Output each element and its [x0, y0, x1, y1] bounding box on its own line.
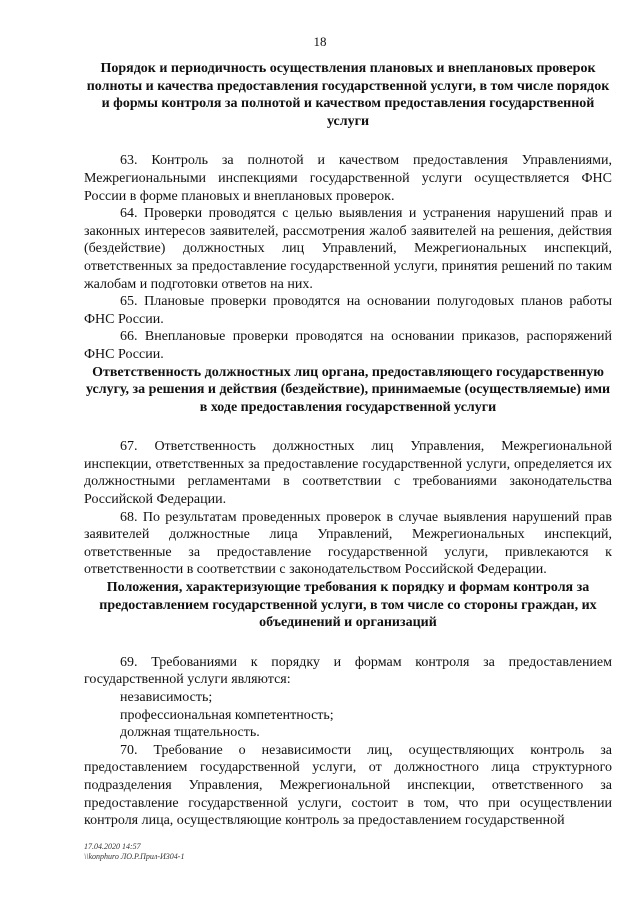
- list-item-diligence: должная тщательность.: [120, 725, 260, 741]
- document-footer: [84, 842, 184, 862]
- section-heading-control-requirements: Положения, характеризующие требования к порядку и формам контроля за предоставлением государственной услуги, в том числе со стороны граждан, их объединений и организаций: [99, 580, 597, 631]
- list-item-competence: профессиональная компетентность;: [120, 707, 334, 723]
- footer-file-path: \\konphuro ЛО.Р.Прил-И304-1: [84, 852, 185, 861]
- paragraph-64: 64. Проверки проводятся с целью выявления и устранения нарушений прав и законных интересов заявителей, рассмотрения жалоб заявителей на решения, действия (бездействие) должностных лиц Управлений, Межрегиональных инспекций, ответственных за предоставление государственной услуги, принятия решений по таким жалобам и подготовки ответов на них.: [84, 206, 612, 292]
- page-number: 18: [313, 34, 327, 49]
- paragraph-63: 63. Контроль за полнотой и качеством предоставления Управлениями, Межрегиональными инспекциями государственной услуги осуществляется ФНС России в форме плановых и внеплановых проверок.: [84, 153, 612, 204]
- list-item-independence: независимость;: [120, 690, 213, 705]
- paragraph-68: 68. По результатам проведенных проверок в случае выявления нарушений прав заявителей должностные лица Управлений, Межрегиональных инспекций, ответственные за предоставление государственной услуги, привлекаются к ответственности в соответствии с законодательством Российской Федерации.: [84, 509, 612, 578]
- paragraph-70: 70. Требование о независимости лиц, осуществляющих контроль за предоставлением государственной услуги, от должностного лица структурного подразделения Управления, Межрегиональной инспекции, ответственного за предоставление государственной услуги, состоит в том, что при осуществлении контроля лица, осуществляющие контроль за предоставлением государственной: [84, 742, 612, 829]
- section-heading-responsibility: Ответственность должностных лиц органа, предоставляющего государственную услугу, за решения и действия (бездействие), принимаемые (осуществляемые) ими в ходе предоставления государственной услуги: [85, 364, 611, 415]
- paragraph-66: 66. Внеплановые проверки проводятся на основании приказов, распоряжений ФНС России.: [84, 329, 612, 362]
- paragraph-69: 69. Требованиями к порядку и формам контроля за предоставлением государственной услуги являются:: [84, 654, 612, 688]
- document-body: [84, 60, 612, 830]
- paragraph-67: 67. Ответственность должностных лиц Управления, Межрегиональной инспекции, ответственных за предоставление государственной услуги, определяется их должностными регламентами в соответствии с требованиями законодательства Российской Федерации.: [84, 439, 612, 508]
- footer-timestamp: 17.04.2020 14:57: [84, 842, 141, 851]
- section-heading-inspections: Порядок и периодичность осуществления плановых и внеплановых проверок полноты и качества предоставления государственной услуги, в том числе порядок и формы контроля за полнотой и качеством предоставления государственной услуги: [86, 61, 610, 129]
- paragraph-65: 65. Плановые проверки проводятся на основании полугодовых планов работы ФНС России.: [84, 294, 612, 327]
